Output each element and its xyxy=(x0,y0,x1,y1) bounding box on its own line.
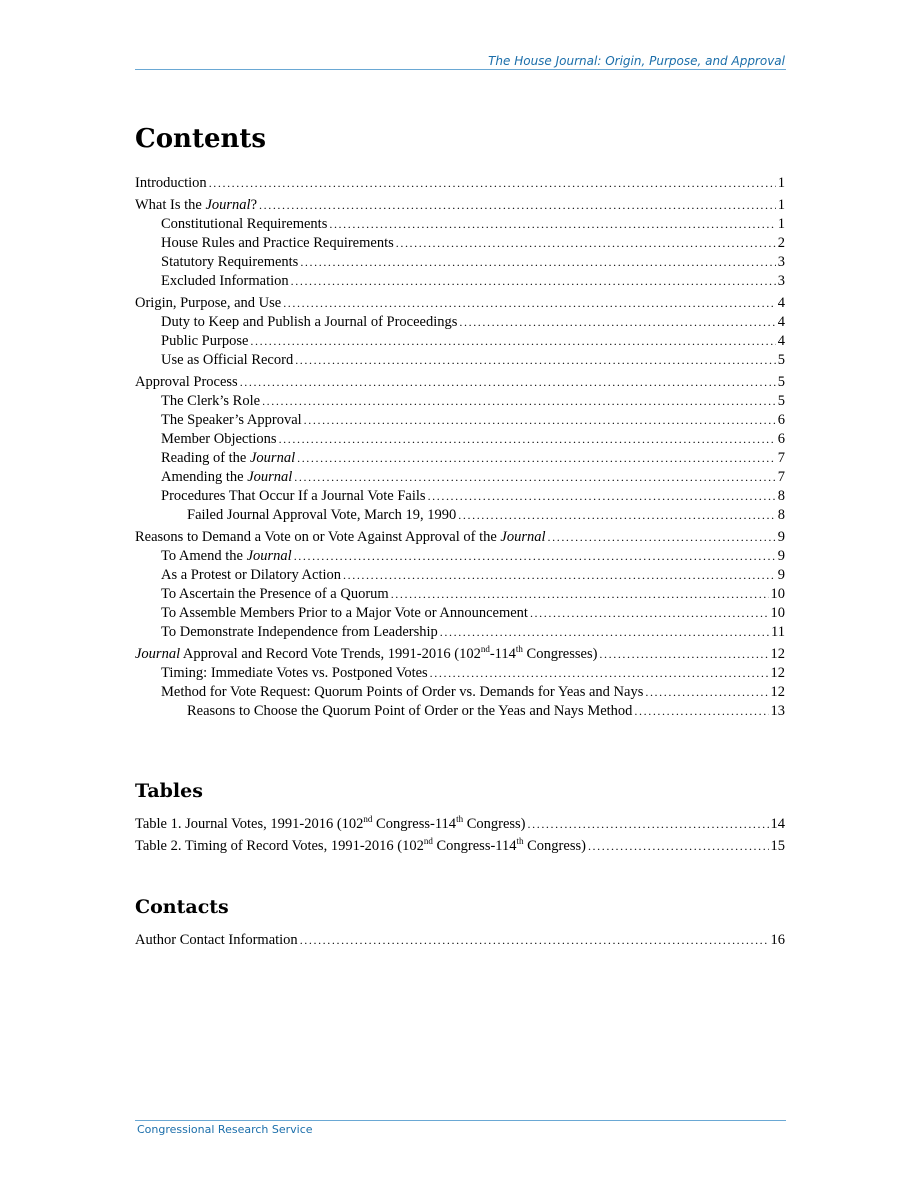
title-text: Origin, Purpose, and Use xyxy=(135,295,282,311)
contents-entry-title xyxy=(135,294,281,313)
table-entry[interactable] xyxy=(135,837,785,856)
contents-entry[interactable] xyxy=(135,332,785,351)
title-text: Introduction xyxy=(135,175,207,191)
contents-list xyxy=(135,174,785,721)
title-text: Approval and Record Vote Trends, 1991-2016 (102 xyxy=(180,646,481,662)
title-text: To Ascertain the Presence of a Quorum xyxy=(161,586,389,602)
table-page-number: 15 xyxy=(770,838,785,854)
contents-entry[interactable] xyxy=(135,253,785,272)
title-text: Procedures That Occur If a Journal Vote Fails xyxy=(161,488,426,504)
dot-leader xyxy=(262,392,776,411)
dot-leader xyxy=(291,272,776,291)
dot-leader xyxy=(440,623,769,642)
contents-entry-title xyxy=(161,449,295,468)
italic-title-text: Journal xyxy=(135,646,181,662)
title-text: Reading of the xyxy=(161,450,250,466)
title-text: Failed Journal Approval Vote, March 19, 1990 xyxy=(187,507,457,523)
contents-page-number: 4 xyxy=(777,295,785,311)
title-text: -114 xyxy=(489,646,516,662)
contents-entry-title xyxy=(187,702,632,721)
contents-entry-title xyxy=(161,272,289,291)
contents-entry-title xyxy=(135,645,597,664)
contents-entry[interactable] xyxy=(135,566,785,585)
title-text: Constitutional Requirements xyxy=(161,216,328,232)
dot-leader xyxy=(209,174,776,193)
title-text: ? xyxy=(250,197,258,213)
dot-leader xyxy=(304,411,776,430)
dot-leader xyxy=(279,430,776,449)
contents-page-number: 10 xyxy=(770,586,785,602)
contents-heading: Contents xyxy=(135,124,267,154)
contents-entry-title xyxy=(161,411,302,430)
title-text: Congress-114 xyxy=(432,838,517,854)
contents-page-number: 10 xyxy=(770,605,785,621)
contents-entry-title xyxy=(161,332,248,351)
contacts-heading: Contacts xyxy=(135,896,229,918)
contents-page-number: 7 xyxy=(777,469,785,485)
contents-entry-title xyxy=(161,215,327,234)
contents-page-number: 9 xyxy=(777,529,785,545)
dot-leader xyxy=(295,351,776,370)
contents-entry-title xyxy=(161,468,292,487)
contents-entry[interactable] xyxy=(135,585,785,604)
contents-entry[interactable] xyxy=(135,351,785,370)
dot-leader xyxy=(528,815,769,834)
contents-entry[interactable] xyxy=(135,683,785,702)
contents-entry[interactable] xyxy=(135,234,785,253)
contents-entry[interactable] xyxy=(135,215,785,234)
contents-entry-title xyxy=(135,196,257,215)
title-text: As a Protest or Dilatory Action xyxy=(161,567,342,583)
title-text: The Speaker’s Approval xyxy=(161,412,302,428)
contents-entry[interactable] xyxy=(135,272,785,291)
contents-page-number: 6 xyxy=(777,431,785,447)
contents-entry[interactable] xyxy=(135,664,785,683)
dot-leader xyxy=(588,837,769,856)
title-text: To Demonstrate Independence from Leadership xyxy=(161,624,438,640)
contents-page-number: 9 xyxy=(777,567,785,583)
contents-entry[interactable] xyxy=(135,392,785,411)
contents-entry-title xyxy=(161,585,389,604)
contents-entry[interactable] xyxy=(135,174,785,193)
title-text: Use as Official Record xyxy=(161,352,294,368)
contents-page-number: 8 xyxy=(777,507,785,523)
title-text: Congress) xyxy=(463,816,526,832)
title-text: Excluded Information xyxy=(161,273,289,289)
title-text: The Clerk’s Role xyxy=(161,393,261,409)
title-text: To Amend the xyxy=(161,548,247,564)
contents-page-number: 3 xyxy=(777,273,785,289)
dot-leader xyxy=(259,196,776,215)
contents-entry[interactable] xyxy=(135,196,785,215)
contents-entry-title xyxy=(161,253,298,272)
title-text: Author Contact Information xyxy=(135,932,298,948)
contents-entry[interactable] xyxy=(135,506,785,525)
dot-leader xyxy=(599,645,768,664)
dot-leader xyxy=(300,931,769,950)
contents-entry-title xyxy=(161,313,457,332)
contents-entry[interactable] xyxy=(135,623,785,642)
ordinal-superscript: th xyxy=(516,836,524,847)
contents-page-number: 1 xyxy=(777,216,785,232)
dot-leader xyxy=(329,215,775,234)
contents-entry-title xyxy=(161,430,277,449)
contents-entry[interactable] xyxy=(135,547,785,566)
contents-entry-title xyxy=(161,664,428,683)
contents-page-number: 3 xyxy=(777,254,785,270)
contents-entry[interactable] xyxy=(135,468,785,487)
title-text: Amending the xyxy=(161,469,248,485)
contents-entry[interactable] xyxy=(135,294,785,313)
contents-entry[interactable] xyxy=(135,411,785,430)
table-entry[interactable] xyxy=(135,815,785,834)
dot-leader xyxy=(250,332,775,351)
italic-title-text: Journal xyxy=(500,529,546,545)
dot-leader xyxy=(430,664,769,683)
title-text: Congress) xyxy=(523,838,586,854)
dot-leader xyxy=(294,468,775,487)
dot-leader xyxy=(391,585,769,604)
italic-title-text: Journal xyxy=(247,469,293,485)
table-entry-title xyxy=(135,837,586,856)
contents-page-number: 4 xyxy=(777,333,785,349)
title-text: Member Objections xyxy=(161,431,277,447)
contents-page-number: 12 xyxy=(770,684,785,700)
contents-page-number: 13 xyxy=(770,703,785,719)
dot-leader xyxy=(300,253,775,272)
contents-page-number: 9 xyxy=(777,548,785,564)
title-text: Congresses) xyxy=(522,646,598,662)
contacts-list xyxy=(135,931,785,950)
dot-leader xyxy=(294,547,776,566)
dot-leader xyxy=(396,234,776,253)
contents-entry[interactable] xyxy=(135,487,785,506)
contents-entry-title xyxy=(135,528,546,547)
title-text: Public Purpose xyxy=(161,333,249,349)
dot-leader xyxy=(428,487,776,506)
contents-entry[interactable] xyxy=(135,313,785,332)
italic-title-text: Journal xyxy=(246,548,292,564)
dot-leader xyxy=(343,566,776,585)
title-text: Approval Process xyxy=(135,374,238,390)
contents-entry-title xyxy=(161,487,426,506)
contents-entry-title xyxy=(161,547,292,566)
table-page-number: 14 xyxy=(770,816,785,832)
ordinal-superscript: th xyxy=(515,644,523,655)
contents-entry-title xyxy=(161,351,293,370)
title-text: House Rules and Practice Requirements xyxy=(161,235,394,251)
contents-page-number: 8 xyxy=(777,488,785,504)
contents-entry[interactable] xyxy=(135,604,785,623)
title-text: What Is the xyxy=(135,197,206,213)
contact-page-number: 16 xyxy=(770,932,785,948)
dot-leader xyxy=(634,702,768,721)
contents-page-number: 6 xyxy=(777,412,785,428)
contents-entry[interactable] xyxy=(135,528,785,547)
title-text: Timing: Immediate Votes vs. Postponed Votes xyxy=(161,665,428,681)
header-rule xyxy=(135,69,786,70)
dot-leader xyxy=(530,604,769,623)
contents-entry-title xyxy=(135,174,207,193)
title-text: Table 1. Journal Votes, 1991-2016 (102 xyxy=(135,816,364,832)
contents-page-number: 7 xyxy=(777,450,785,466)
italic-title-text: Journal xyxy=(250,450,296,466)
contents-page-number: 11 xyxy=(771,624,785,640)
contents-entry-title xyxy=(161,566,341,585)
contact-entry[interactable] xyxy=(135,931,785,950)
ordinal-superscript: th xyxy=(456,814,464,825)
dot-leader xyxy=(283,294,776,313)
ordinal-superscript: nd xyxy=(480,644,490,655)
footer-rule xyxy=(135,1120,786,1121)
dot-leader xyxy=(458,506,775,525)
contents-entry[interactable] xyxy=(135,430,785,449)
contact-entry-title xyxy=(135,931,298,950)
contents-page-number: 1 xyxy=(777,197,785,213)
dot-leader xyxy=(645,683,768,702)
contents-entry-title xyxy=(161,623,438,642)
contents-page-number: 5 xyxy=(777,352,785,368)
dot-leader xyxy=(548,528,776,547)
ordinal-superscript: nd xyxy=(423,836,433,847)
contents-page-number: 5 xyxy=(777,374,785,390)
contents-entry[interactable] xyxy=(135,702,785,721)
dot-leader xyxy=(240,373,776,392)
title-text: To Assemble Members Prior to a Major Vote or Announcement xyxy=(161,605,528,621)
contents-entry-title xyxy=(161,234,394,253)
contents-entry-title xyxy=(187,506,456,525)
contents-entry-title xyxy=(161,683,643,702)
contents-page-number: 1 xyxy=(777,175,785,191)
contents-entry-title xyxy=(161,392,260,411)
tables-list xyxy=(135,815,785,856)
title-text: Duty to Keep and Publish a Journal of Proceedings xyxy=(161,314,458,330)
contents-page-number: 2 xyxy=(777,235,785,251)
footer-publisher: Congressional Research Service xyxy=(137,1123,313,1136)
title-text: Reasons to Demand a Vote on or Vote Against Approval of the xyxy=(135,529,501,545)
contents-page-number: 12 xyxy=(770,665,785,681)
running-header: The House Journal: Origin, Purpose, and Approval xyxy=(488,54,785,68)
table-entry-title xyxy=(135,815,526,834)
italic-title-text: Journal xyxy=(205,197,251,213)
contents-entry[interactable] xyxy=(135,373,785,392)
contents-entry-title xyxy=(161,604,528,623)
contents-entry[interactable] xyxy=(135,645,785,664)
contents-entry[interactable] xyxy=(135,449,785,468)
title-text: Congress-114 xyxy=(372,816,457,832)
title-text: Statutory Requirements xyxy=(161,254,299,270)
ordinal-superscript: nd xyxy=(363,814,373,825)
contents-entry-title xyxy=(135,373,238,392)
dot-leader xyxy=(297,449,776,468)
title-text: Method for Vote Request: Quorum Points of Order vs. Demands for Yeas and Nays xyxy=(161,684,644,700)
dot-leader xyxy=(459,313,775,332)
tables-heading: Tables xyxy=(135,780,203,802)
contents-page-number: 4 xyxy=(777,314,785,330)
contents-page-number: 12 xyxy=(770,646,785,662)
title-text: Table 2. Timing of Record Votes, 1991-2016 (102 xyxy=(135,838,424,854)
title-text: Reasons to Choose the Quorum Point of Order or the Yeas and Nays Method xyxy=(187,703,633,719)
contents-page-number: 5 xyxy=(777,393,785,409)
